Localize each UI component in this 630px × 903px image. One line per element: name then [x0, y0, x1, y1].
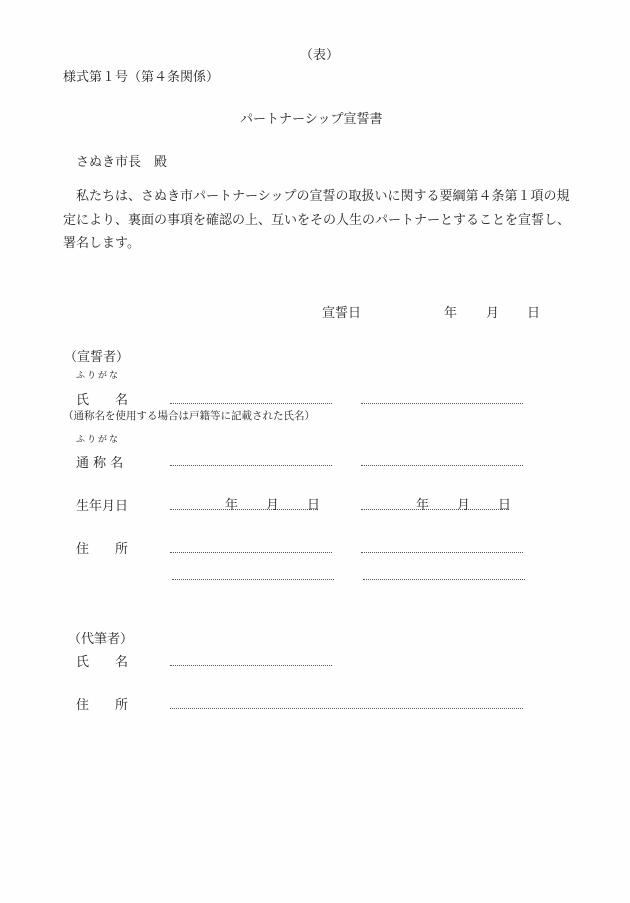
declarant1-address-line1-input[interactable] [170, 534, 332, 553]
declarant1-birthdate-input[interactable] [170, 491, 318, 510]
declarant1-name-input[interactable] [170, 385, 332, 404]
form-number: 様式第１号（第４条関係） [63, 70, 220, 85]
declarant2-address-line2-input[interactable] [363, 561, 525, 580]
declarant1-birth-month-label: 月 [266, 498, 280, 513]
addressee: さぬき市長 殿 [76, 155, 168, 170]
proxy-name-input[interactable] [170, 647, 332, 666]
oath-month-label: 月 [486, 306, 500, 321]
declarant1-alias-input[interactable] [170, 447, 332, 466]
declarant1-birth-year-label: 年 [225, 498, 239, 513]
proxy-address-label: 住 所 [76, 698, 129, 713]
oath-year-label: 年 [444, 306, 458, 321]
name-label: 氏 名 [76, 393, 129, 408]
declaration-paragraph [63, 185, 573, 256]
birthdate-label: 生年月日 [76, 499, 129, 514]
oath-day-label: 日 [527, 306, 541, 321]
declarants-section-label: （宣誓者） [64, 350, 130, 365]
oath-day-input[interactable] [502, 300, 526, 318]
declarant1-address-line2-input[interactable] [172, 561, 334, 580]
furigana-label: ふりがな [76, 371, 121, 381]
declarant2-alias-input[interactable] [361, 447, 523, 466]
declarant2-birth-year-label: 年 [416, 498, 430, 513]
side-label: （表） [300, 48, 340, 63]
oath-date-label: 宣誓日 [322, 306, 362, 321]
proxy-address-input[interactable] [170, 690, 523, 709]
declarant2-birthdate-input[interactable] [361, 491, 509, 510]
document-title: パートナーシップ宣誓書 [240, 112, 383, 127]
oath-year-input[interactable] [370, 300, 440, 318]
declarant1-birth-day-label: 日 [307, 498, 321, 513]
declarant2-birth-month-label: 月 [457, 498, 471, 513]
declarant2-birth-day-label: 日 [498, 498, 512, 513]
declarant2-name-input[interactable] [361, 385, 523, 404]
proxy-section-label: （代筆者） [68, 632, 134, 647]
declaration-text: 私たちは、さぬき市パートナーシップの宣誓の取扱いに関する要綱第４条第１項の規定により、裏面の事項を確認の上、互いをその人生のパートナーとすることを宣誓し、署名します。 [63, 189, 571, 251]
alias-label: 通 称 名 [76, 456, 124, 471]
address-label: 住 所 [76, 542, 129, 557]
proxy-name-label: 氏 名 [76, 655, 129, 670]
name-note: （通称名を使用する場合は戸籍等に記載された氏名） [63, 410, 315, 422]
declarant2-address-line1-input[interactable] [361, 534, 523, 553]
oath-month-input[interactable] [460, 300, 484, 318]
furigana-label-2: ふりがな [76, 435, 121, 445]
